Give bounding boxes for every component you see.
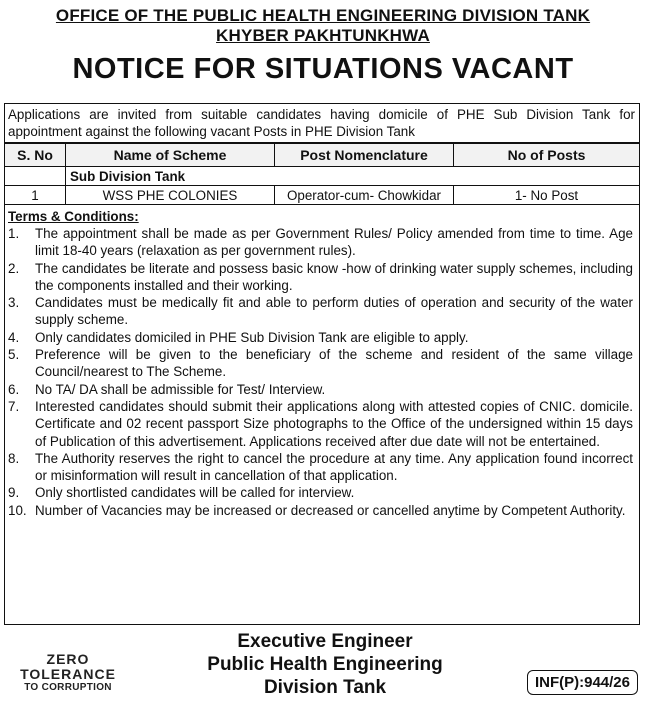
zero-tolerance-badge: [12, 652, 124, 694]
term-number: 10.: [8, 502, 27, 518]
notice-title: NOTICE FOR SITUATIONS VACANT: [72, 53, 574, 85]
cell-post: Operator-cum- Chowkidar: [275, 186, 454, 205]
term-number: 2.: [8, 260, 20, 276]
term-text: Candidates must be medically fit and able to perform duties of operation and security of the water supply scheme.: [35, 295, 633, 328]
table-header-row: [5, 144, 639, 167]
term-text: Number of Vacancies may be increased or decreased or cancelled anytime by Competent Authority.: [35, 502, 626, 518]
terms-heading: Terms & Conditions:: [8, 209, 139, 224]
list-item: [8, 381, 633, 398]
intro-paragraph: Applications are invited from suitable candidates having domicile of PHE Sub Division Tank for appointment against the following vacant Posts in PHE Division Tank: [5, 104, 639, 143]
list-item: [8, 398, 633, 450]
list-item: [8, 329, 633, 346]
column-header-scheme: Name of Scheme: [66, 144, 275, 167]
term-text: The candidates be literate and possess basic know -how of drinking water supply schemes, including the components installed and their working.: [35, 260, 633, 293]
term-number: 7.: [8, 398, 20, 414]
column-header-sno: S. No: [5, 144, 66, 167]
inf-code-badge: INF(P):944/26: [527, 670, 638, 695]
group-label: Sub Division Tank: [66, 167, 640, 186]
term-text: Preference will be given to the beneficiary of the scheme and resident of the same village Council/nearest to The Scheme.: [35, 347, 633, 380]
term-text: No TA/ DA shall be admissible for Test/ Interview.: [35, 381, 326, 397]
cell-scheme: WSS PHE COLONIES: [66, 186, 275, 205]
term-text: Only candidates domiciled in PHE Sub Division Tank are eligible to apply.: [35, 329, 469, 345]
term-text: The appointment shall be made as per Government Rules/ Policy amended from time to time. Age limit 18-40 years (relaxation as per government rules).: [35, 226, 633, 259]
list-item: [8, 484, 633, 501]
terms-list: [5, 225, 639, 519]
term-number: 5.: [8, 347, 20, 363]
province-heading: KHYBER PAKHTUNKHWA: [216, 26, 430, 45]
term-text: Only shortlisted candidates will be called for interview.: [35, 485, 355, 501]
table-group-row: [5, 167, 639, 186]
office-heading: OFFICE OF THE PUBLIC HEALTH ENGINEERING DIVISION TANK: [55, 6, 591, 25]
zero-line: ZERO: [46, 651, 90, 667]
cell-count: 1- No Post: [454, 186, 640, 205]
signatory-department: Public Health Engineering: [207, 654, 443, 675]
group-spacer: [5, 167, 66, 186]
term-number: 8.: [8, 450, 20, 466]
term-number: 9.: [8, 485, 20, 501]
term-number: 6.: [8, 381, 20, 397]
table-row: [5, 186, 639, 205]
term-number: 3.: [8, 295, 20, 311]
term-text: The Authority reserves the right to cancel the procedure at any time. Any application found incorrect or misinformation will result in cancellation of that application.: [35, 450, 633, 484]
notice-body: [4, 103, 640, 625]
list-item: [8, 225, 633, 260]
term-text: Interested candidates should submit their applications along with attested copies of CNIC. domicile. Certificate and 02 recent passport Size photographs to the Office of the undersigned within 15 days of Publication of this advertisement. Applications received after due date will not be entertained.: [35, 398, 633, 449]
list-item: [8, 450, 633, 485]
notice-footer: [0, 626, 646, 709]
list-item: [8, 260, 633, 295]
signature-block: [180, 630, 470, 699]
vacancy-table: [5, 143, 639, 205]
cell-sno: 1: [5, 186, 66, 205]
list-item: [8, 346, 633, 381]
signatory-division: Division Tank: [263, 677, 387, 698]
tolerance-line: TOLERANCE: [20, 666, 116, 682]
list-item: [8, 294, 633, 329]
term-number: 1.: [8, 226, 20, 241]
column-header-count: No of Posts: [454, 144, 640, 167]
list-item: [8, 502, 633, 519]
signatory-title: Executive Engineer: [237, 631, 413, 652]
term-number: 4.: [8, 329, 20, 345]
column-header-post: Post Nomenclature: [275, 144, 454, 167]
corruption-line: TO CORRUPTION: [24, 682, 112, 693]
